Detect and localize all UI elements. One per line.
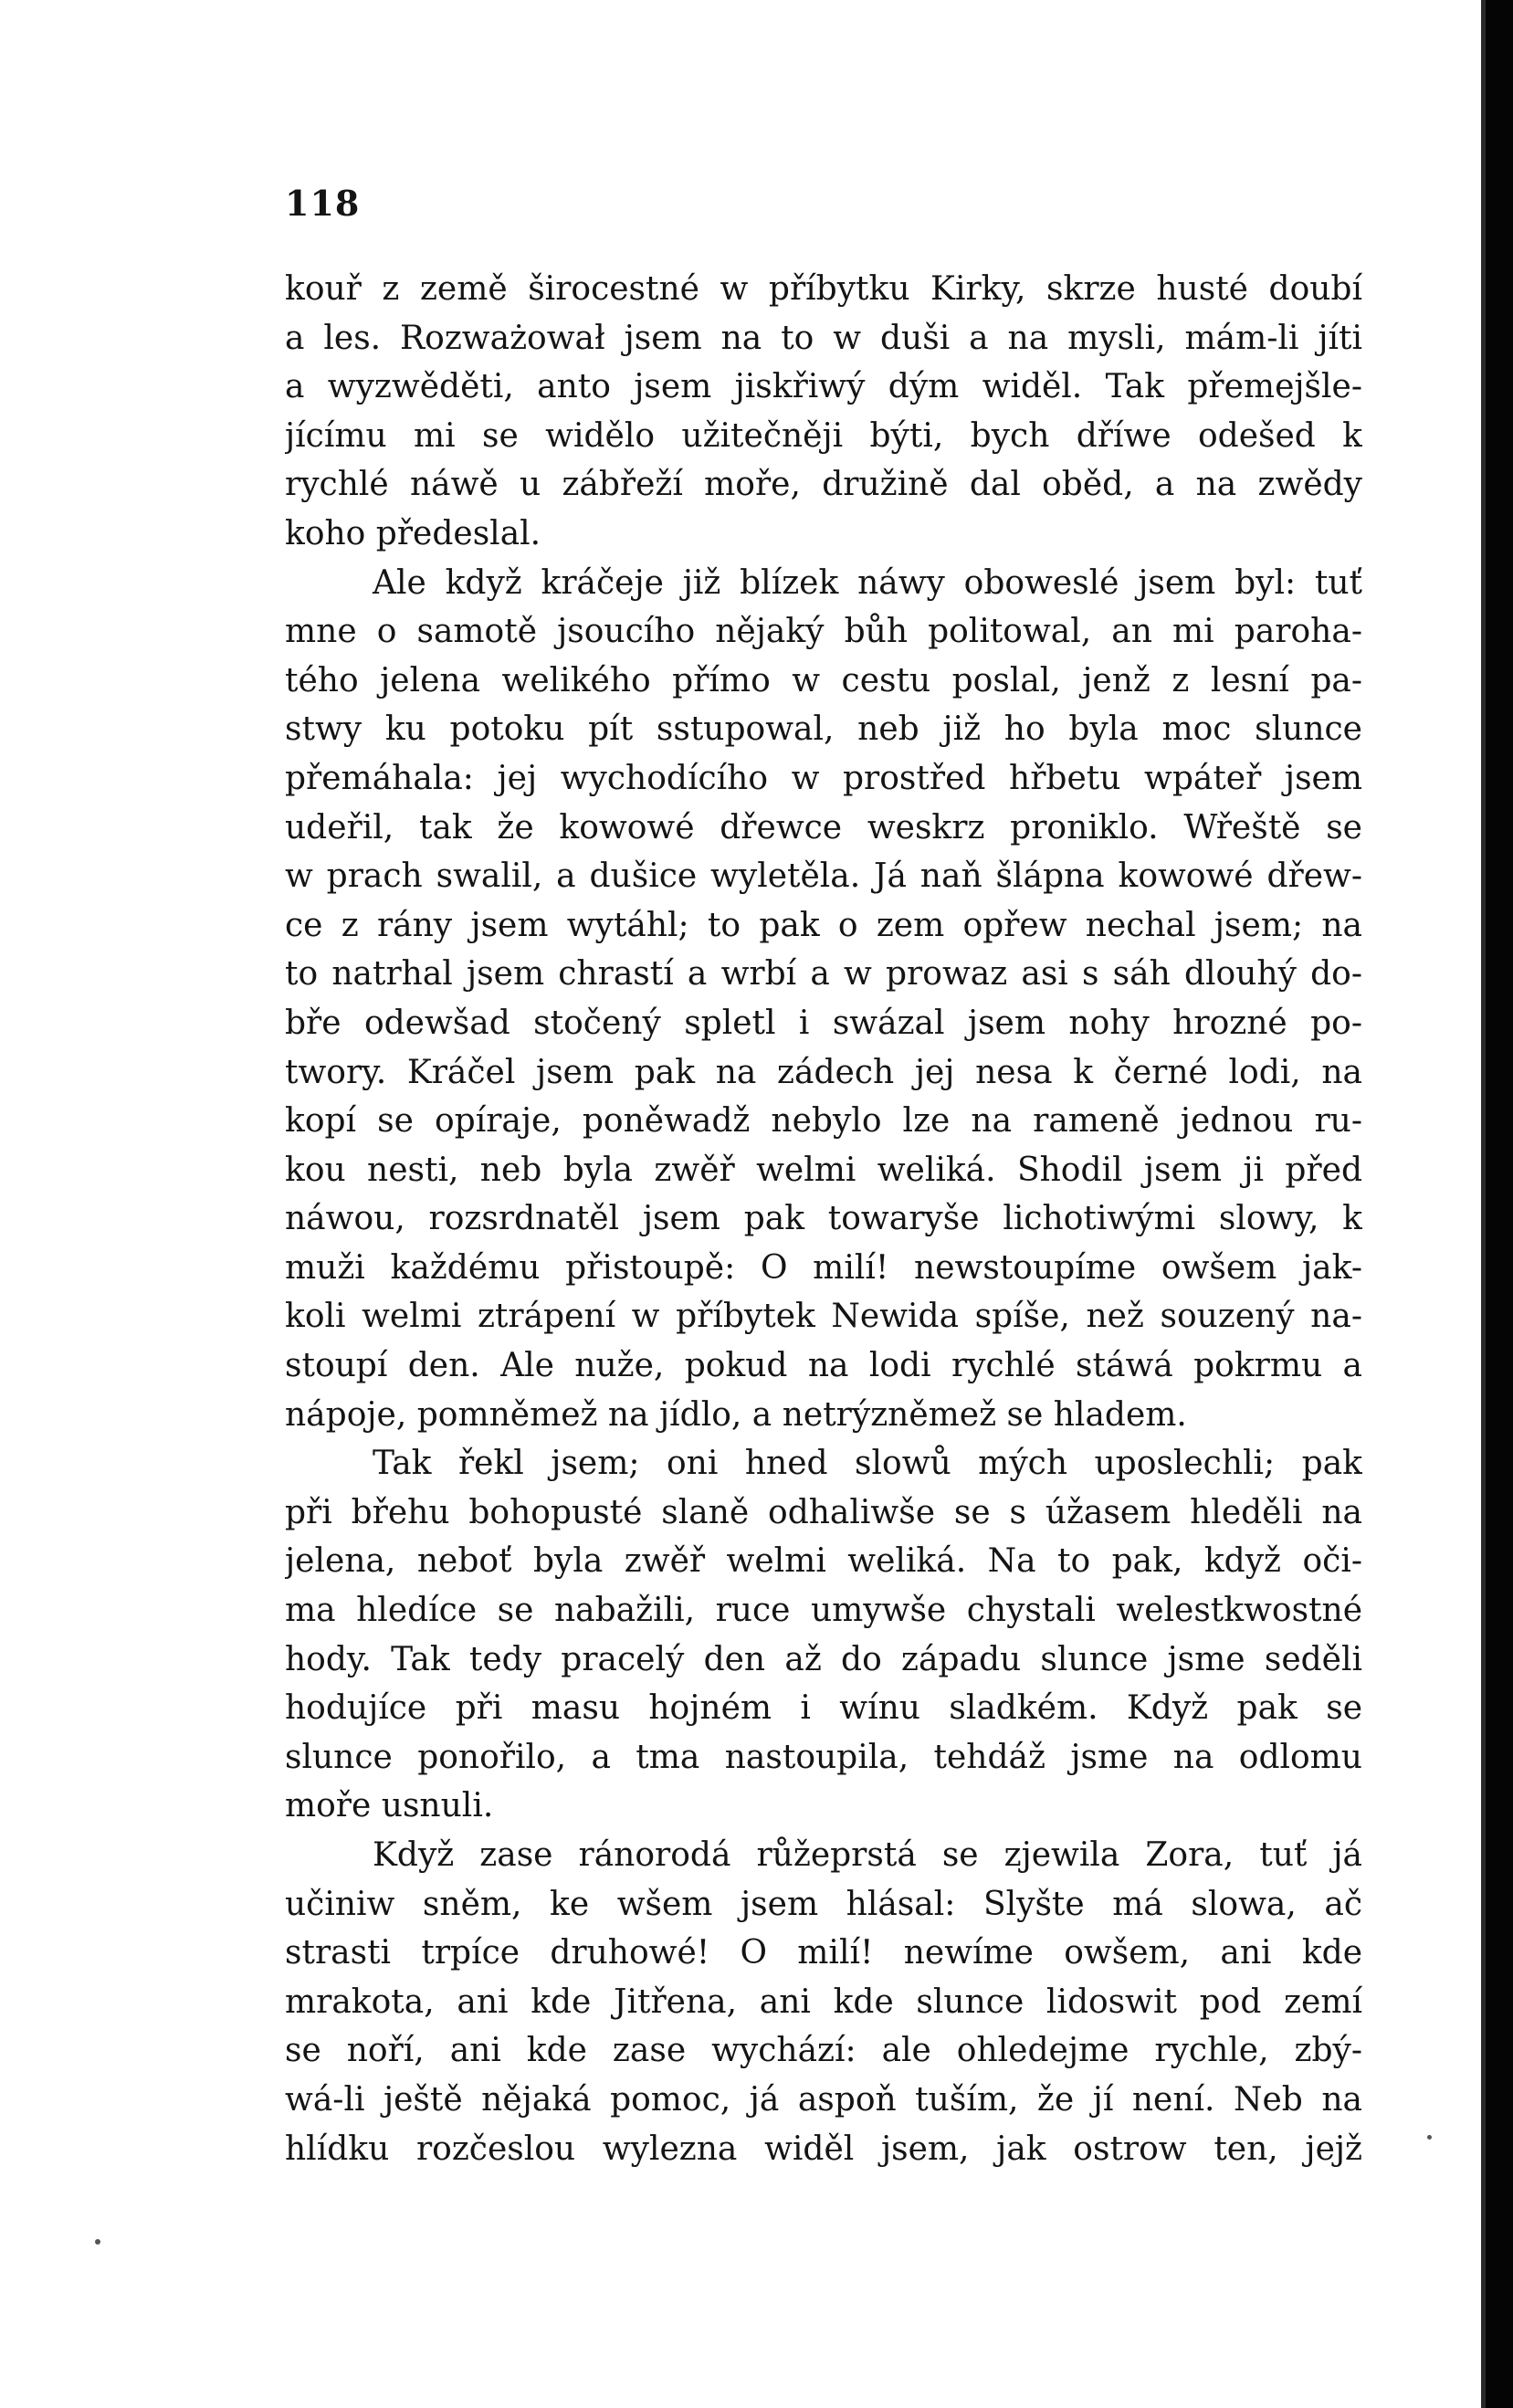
text-line: a wyzwěděti, anto jsem jiskřiwý dým widěl. Tak přemejšle- bbox=[285, 368, 1362, 406]
text-line: hody. Tak tedy pracelý den až do západu slunce jsme seděli bbox=[285, 1640, 1362, 1678]
text-line: jícímu mi se widělo užitečněji býti, bych dříwe odešed k bbox=[285, 416, 1362, 455]
text-line: bře odewšad stočený spletl i swázal jsem nohy hrozné po- bbox=[285, 1004, 1362, 1042]
text-line: to natrhal jsem chrastí a wrbí a w prowaz asi s sáh dlouhý do- bbox=[285, 955, 1362, 994]
text-line: hodujíce při masu hojném i wínu sladkém. Když pak se bbox=[285, 1689, 1362, 1728]
text-line: Tak řekl jsem; oni hned slowů mých uposlechli; pak bbox=[373, 1445, 1362, 1483]
text-line: nápoje, pomněmež na jídlo, a netrýzněmež se hladem. bbox=[285, 1395, 1187, 1434]
text-line: stoupí den. Ale nuže, pokud na lodi rychlé stáwá pokrmu a bbox=[285, 1347, 1362, 1385]
text-line: při břehu bohopusté slaně odhaliwše se s úžasem hleděli na bbox=[285, 1493, 1362, 1531]
stray-mark bbox=[95, 2239, 100, 2245]
text-line: strasti trpíce druhowé! O milí! newíme owšem, ani kde bbox=[285, 1934, 1362, 1972]
text-line: jelena, neboť byla zwěř welmi weliká. Na to pak, když oči- bbox=[285, 1542, 1362, 1581]
page-number: 118 bbox=[285, 183, 361, 224]
text-line: udeřil, tak že kowowé dřewce weskrz proniklo. Wřeště se bbox=[285, 808, 1362, 846]
page-edge-border bbox=[1486, 0, 1513, 2408]
text-line: kou nesti, neb byla zwěř welmi weliká. Shodil jsem ji před bbox=[285, 1151, 1362, 1189]
text-line: twory. Kráčel jsem pak na zádech jej nesa k černé lodi, na bbox=[285, 1053, 1362, 1091]
text-line: slunce ponořilo, a tma nastoupila, tehdáž jsme na odlomu bbox=[285, 1738, 1362, 1776]
text-line: přemáhala: jej wychodícího w prostřed hřbetu wpáteř jsem bbox=[285, 759, 1362, 797]
text-line: koli welmi ztrápení w příbytek Newida spíše, než souzený na- bbox=[285, 1298, 1362, 1336]
text-line: w prach swalil, a dušice wyletěla. Já naň šlápna kowowé dřew- bbox=[285, 857, 1362, 896]
text-line: Ale když kráčeje již blízek náwy oboweslé jsem byl: tuť bbox=[373, 563, 1362, 602]
text-line: Když zase ránorodá růžeprstá se zjewila Zora, tuť já bbox=[373, 1836, 1362, 1874]
book-page bbox=[285, 181, 1362, 2173]
text-line: ce z rány jsem wytáhl; to pak o zem opřew nechal jsem; na bbox=[285, 906, 1362, 944]
text-line: moře usnuli. bbox=[285, 1787, 494, 1825]
text-line: wá-li ještě nějaká pomoc, já aspoň tuším, že jí není. Neb na bbox=[285, 2080, 1362, 2119]
text-line: koho předeslal. bbox=[285, 514, 541, 552]
text-line: kouř z země širocestné w příbytku Kirky, skrze husté doubí bbox=[285, 270, 1362, 308]
text-line: tého jelena welikého přímo w cestu poslal, jenž z lesní pa- bbox=[285, 661, 1362, 699]
text-line: kopí se opíraje, poněwadž nebylo lze na rameně jednou ru- bbox=[285, 1102, 1362, 1141]
text-line: se noří, ani kde zase wychází: ale ohledejme rychle, zbý- bbox=[285, 2032, 1362, 2070]
text-line: muži každému přistoupě: O milí! newstoupíme owšem jak- bbox=[285, 1248, 1362, 1287]
text-line: náwou, rozsrdnatěl jsem pak towaryše lichotiwými slowy, k bbox=[285, 1200, 1362, 1238]
text-line: ma hledíce se nabažili, ruce umywše chystali welestkwostné bbox=[285, 1592, 1362, 1630]
text-line: učiniw sněm, ke wšem jsem hlásal: Slyšte má slowa, ač bbox=[285, 1885, 1362, 1923]
stray-mark bbox=[1427, 2135, 1432, 2140]
text-line: rychlé náwě u zábřeží moře, družině dal oběd, a na zwědy bbox=[285, 466, 1362, 504]
text-line: mne o samotě jsoucího nějaký bůh politowal, an mi paroha- bbox=[285, 613, 1362, 651]
text-line: mrakota, ani kde Jitřena, ani kde slunce lidoswit pod zemí bbox=[285, 1982, 1362, 2021]
text-line: stwy ku potoku pít sstupowal, neb již ho byla moc slunce bbox=[285, 710, 1362, 749]
text-line: hlídku rozčeslou wylezna widěl jsem, jak ostrow ten, jejž bbox=[285, 2129, 1362, 2168]
text-line: a les. Rozważował jsem na to w duši a na mysli, mám-li jíti bbox=[285, 319, 1362, 357]
body-text bbox=[285, 265, 1362, 2173]
